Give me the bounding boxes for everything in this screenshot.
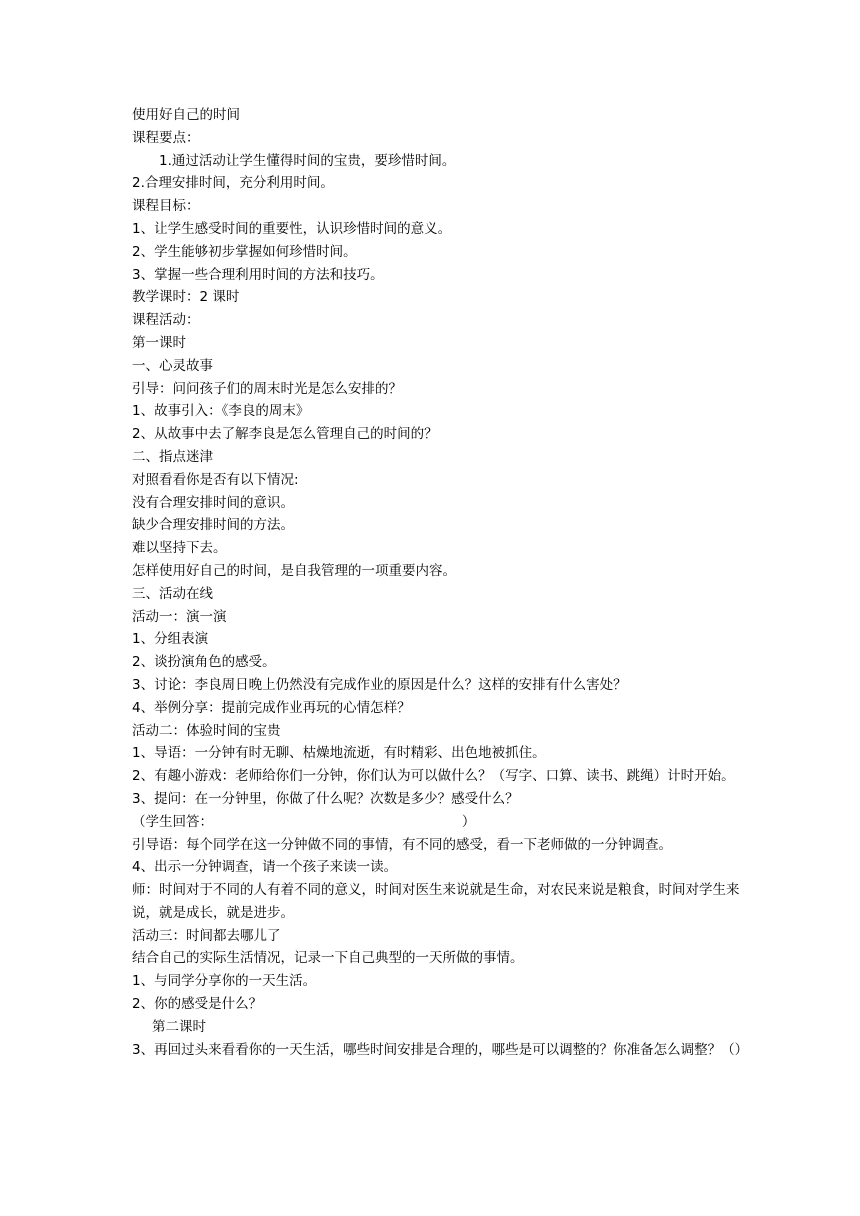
- paragraph: 3、掌握一些合理利用时间的方法和技巧。: [132, 266, 384, 283]
- paragraph: 师：时间对于不同的人有着不同的意义，时间对医生来说就是生命，对农民来说是粮食，时间对学生来说，就是成长，就是进步。: [132, 882, 740, 921]
- paragraph: 缺少合理安排时间的方法。: [132, 517, 294, 534]
- paragraph: 怎样使用好自己的时间，是自我管理的一项重要内容。: [132, 562, 456, 579]
- section-heading: 课程活动：: [132, 312, 200, 329]
- paragraph: 1、与同学分享你的一天生活。: [132, 973, 317, 990]
- section-heading: 活动一：演一演: [132, 608, 227, 625]
- section-heading: 第二课时: [152, 1018, 206, 1035]
- paragraph: 1、故事引入：《李良的周末》: [132, 403, 310, 420]
- section-heading: 活动三：时间都去哪儿了: [132, 927, 281, 944]
- paragraph: 2.合理安排时间，充分利用时间。: [132, 175, 334, 192]
- paragraph: 2、从故事中去了解李良是怎么管理自己的时间的？: [132, 426, 438, 443]
- student-answer-blank: （学生回答： ）: [132, 813, 476, 830]
- paragraph: 1、让学生感受时间的重要性，认识珍惜时间的意义。: [132, 220, 452, 237]
- paragraph: 引导：问问孩子们的周末时光是怎么安排的？: [132, 380, 402, 397]
- doc-title: 使用好自己的时间: [132, 107, 240, 123]
- section-heading: 三、活动在线: [132, 585, 213, 602]
- paragraph: 2、有趣小游戏：老师给你们一分钟，你们认为可以做什么？（写字、口算、读书、跳绳）计时开始。: [132, 768, 735, 785]
- paragraph: 引导语：每个同学在这一分钟做不同的事情，有不同的感受，看一下老师做的一分钟调查。: [132, 836, 672, 853]
- section-heading: 活动二：体验时间的宝贵: [132, 722, 281, 739]
- paragraph: 3、提问：在一分钟里，你做了什么呢？次数是多少？感受什么？: [132, 790, 519, 807]
- paragraph: 4、举例分享：提前完成作业再玩的心情怎样？: [132, 699, 411, 716]
- section-heading: 第一课时: [132, 334, 186, 351]
- document-body: [132, 104, 749, 1061]
- paragraph: 4、出示一分钟调查，请一个孩子来读一读。: [132, 859, 398, 876]
- section-heading: 一、心灵故事: [132, 357, 213, 374]
- paragraph: 1、导语：一分钟有时无聊、枯燥地流逝，有时精彩、出色地被抓住。: [132, 745, 546, 762]
- paragraph: 2、学生能够初步掌握如何珍惜时间。: [132, 243, 357, 260]
- paragraph: 教学课时：2 课时: [132, 289, 240, 306]
- paragraph: 3、讨论：李良周日晚上仍然没有完成作业的原因是什么？这样的安排有什么害处？: [132, 676, 627, 693]
- section-heading: 课程目标：: [132, 198, 200, 215]
- paragraph: 对照看看你是否有以下情况:: [132, 471, 299, 488]
- paragraph: 2、你的感受是什么？: [132, 996, 263, 1013]
- paragraph: 1、分组表演: [132, 631, 209, 648]
- paragraph: 难以坚持下去。: [132, 540, 227, 557]
- paragraph: 2、谈扮演角色的感受。: [132, 654, 276, 671]
- paragraph: 没有合理安排时间的意识。: [132, 494, 294, 511]
- section-heading: 二、指点迷津: [132, 448, 213, 465]
- section-heading: 课程要点：: [132, 129, 200, 146]
- paragraph: 3、再回过头来看看你的一天生活，哪些时间安排是合理的，哪些是可以调整的？你准备怎么调整？（）: [132, 1041, 749, 1058]
- paragraph: 结合自己的实际生活情况，记录一下自己典型的一天所做的事情。: [132, 950, 524, 967]
- paragraph: 1.通过活动让学生懂得时间的宝贵，要珍惜时间。: [159, 152, 456, 169]
